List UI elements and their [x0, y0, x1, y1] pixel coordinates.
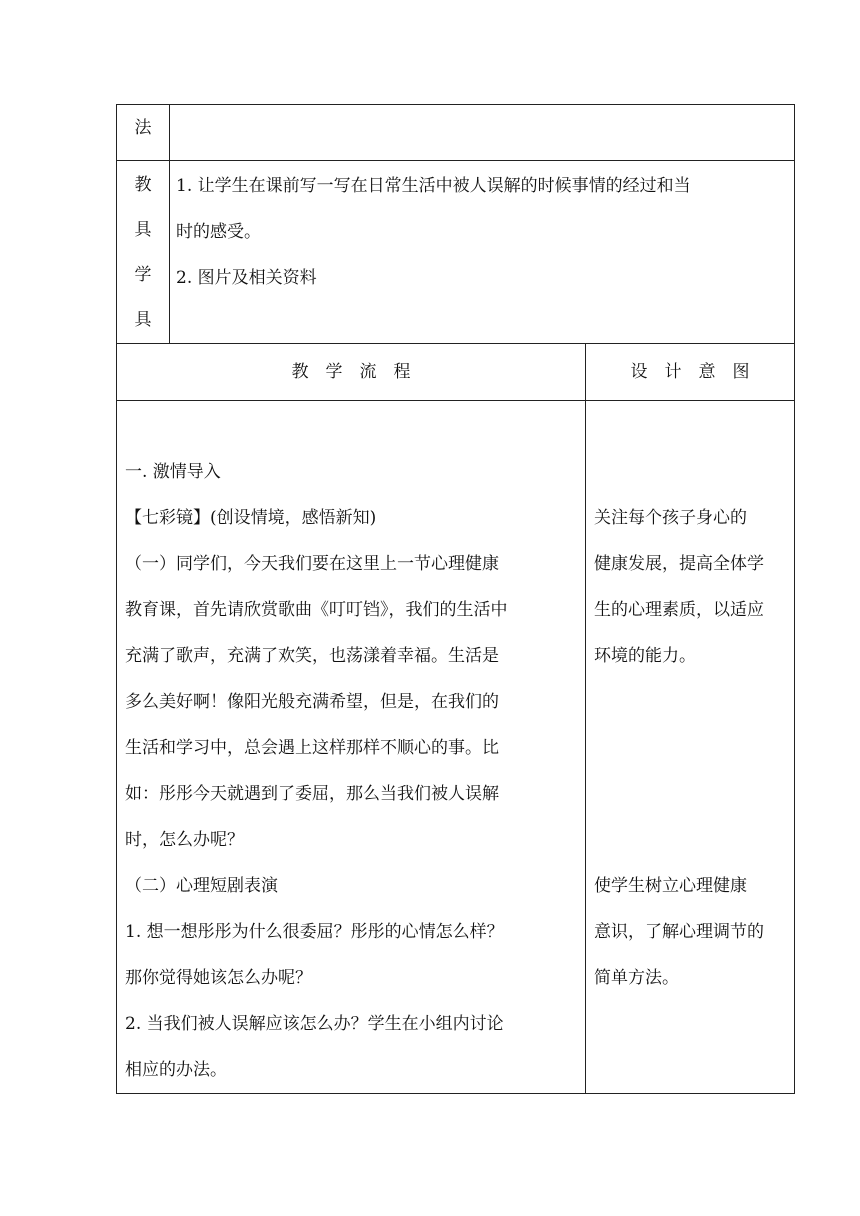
flow-line: 时，怎么办呢？: [125, 830, 244, 850]
row-body: [117, 401, 795, 1094]
flow-line: 多么美好啊！像阳光般充满希望，但是，在我们的: [125, 692, 499, 712]
intent-line: 环境的能力。: [594, 646, 696, 666]
flow-line: 如：彤彤今天就遇到了委屈，那么当我们被人误解: [125, 784, 499, 804]
row-tools: [117, 161, 795, 344]
intent-line: 意识，了解心理调节的: [594, 922, 764, 942]
intent-line: 生的心理素质，以适应: [594, 600, 764, 620]
tools-content-cell: [170, 161, 795, 344]
tools-label-char: 具: [134, 310, 152, 330]
flow-header: 教 学 流 程: [291, 362, 411, 382]
intent-line: 关注每个孩子身心的: [594, 508, 747, 528]
tools-line: 2. 图片及相关资料: [176, 268, 317, 288]
row-method: [117, 105, 795, 161]
flow-line: 教育课，首先请欣赏歌曲《叮叮铛》，我们的生活中: [125, 600, 508, 620]
intent-line: 使学生树立心理健康: [594, 876, 747, 896]
flow-line: 2. 当我们被人误解应该怎么办？学生在小组内讨论: [125, 1014, 504, 1034]
flow-line: （二）心理短剧表演: [125, 876, 278, 896]
tools-label: [117, 161, 169, 343]
row-headers: [117, 344, 795, 401]
tools-line: 1. 让学生在课前写一写在日常生活中被人误解的时候事情的经过和当: [176, 176, 691, 196]
flow-line: 1. 想一想彤彤为什么很委屈？彤彤的心情怎么样？: [125, 922, 504, 942]
tools-label-cell: [117, 161, 170, 344]
method-content-cell: [170, 105, 795, 161]
tools-line: 时的感受。: [176, 222, 261, 242]
method-label: 法: [134, 118, 152, 138]
flow-line: 那你觉得她该怎么办呢？: [125, 968, 312, 988]
method-label-cell: [117, 105, 170, 161]
tools-label-char: 具: [134, 220, 152, 240]
flow-cell: [117, 401, 586, 1094]
intent-header-cell: [586, 344, 795, 401]
intent-line: 简单方法。: [594, 968, 679, 988]
flow-line: 相应的办法。: [125, 1060, 227, 1080]
intent-spacer: [594, 679, 790, 863]
intent-cell: [586, 401, 795, 1094]
lesson-plan-table: [116, 104, 795, 1094]
intent-line: 健康发展，提高全体学: [594, 554, 764, 574]
tools-label-char: 学: [134, 265, 152, 285]
flow-header-cell: [117, 344, 586, 401]
tools-label-char: 教: [134, 175, 152, 195]
flow-line: 【七彩镜】(创设情境，感悟新知): [125, 508, 377, 528]
flow-line: 一. 激情导入: [125, 462, 221, 482]
flow-line: 充满了歌声，充满了欢笑，也荡漾着幸福。生活是: [125, 646, 499, 666]
intent-header: 设 计 意 图: [630, 362, 750, 382]
flow-line: 生活和学习中，总会遇上这样那样不顺心的事。比: [125, 738, 499, 758]
flow-line: （一）同学们，今天我们要在这里上一节心理健康: [125, 554, 499, 574]
